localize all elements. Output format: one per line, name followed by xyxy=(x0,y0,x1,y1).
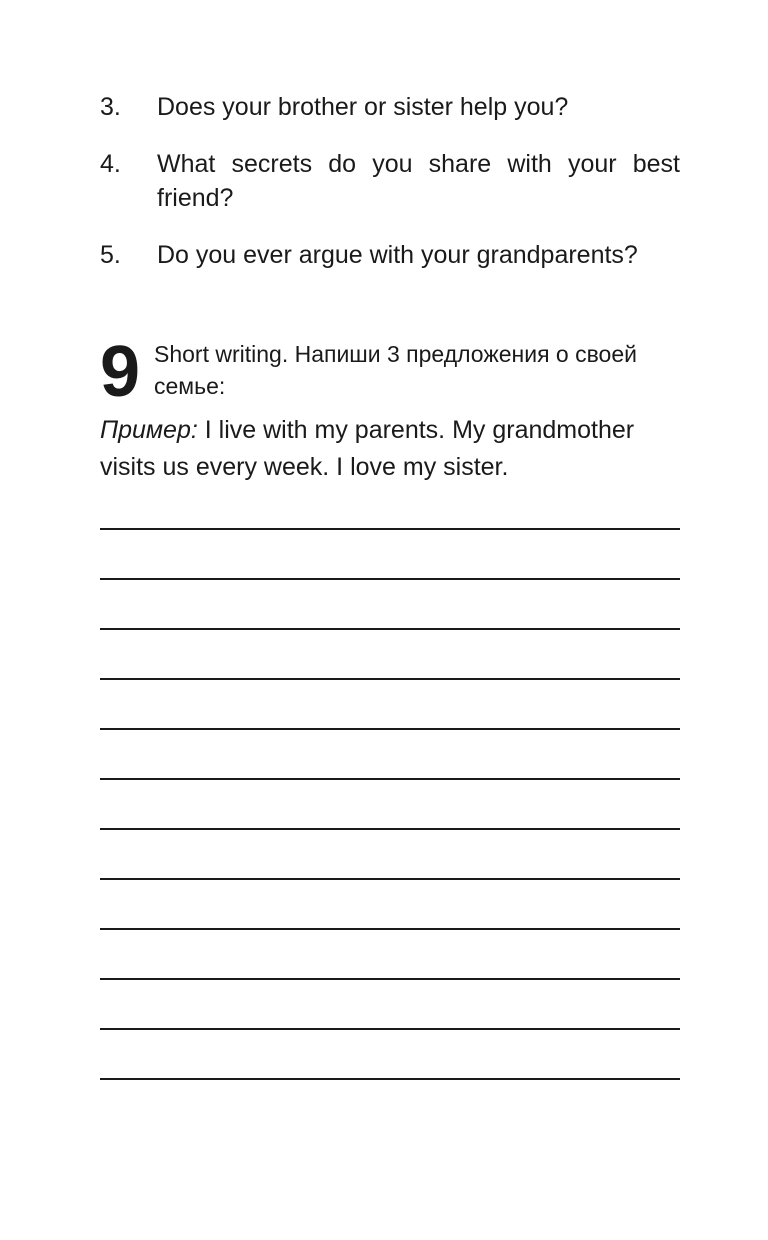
writing-line[interactable] xyxy=(100,530,680,580)
question-item xyxy=(100,147,680,215)
task-header xyxy=(100,332,680,412)
writing-line[interactable] xyxy=(100,1030,680,1080)
example-paragraph xyxy=(100,412,680,486)
task-number: 9 xyxy=(100,332,139,412)
writing-line[interactable] xyxy=(100,830,680,880)
writing-line[interactable] xyxy=(100,680,680,730)
question-text: What secrets do you share with your best friend? xyxy=(157,150,680,212)
question-number: 3. xyxy=(100,93,121,121)
writing-line[interactable] xyxy=(100,730,680,780)
question-text: Do you ever argue with your grandparents? xyxy=(157,241,638,269)
question-number: 5. xyxy=(100,241,121,269)
writing-line[interactable] xyxy=(100,630,680,680)
question-list xyxy=(100,90,680,295)
question-item xyxy=(100,90,680,124)
question-text: Does your brother or sister help you? xyxy=(157,93,569,121)
task-instruction: Short writing. Напиши 3 предложения о своей семье: xyxy=(154,341,637,399)
writing-line[interactable] xyxy=(100,780,680,830)
writing-line[interactable] xyxy=(100,980,680,1030)
writing-line[interactable] xyxy=(100,580,680,630)
task-section xyxy=(100,332,680,486)
writing-lines-area[interactable] xyxy=(100,528,680,1080)
writing-line[interactable] xyxy=(100,930,680,980)
writing-line[interactable] xyxy=(100,880,680,930)
question-item xyxy=(100,238,680,272)
question-number: 4. xyxy=(100,150,121,178)
example-text: I live with my parents. My grandmother visits us every week. I love my sister. xyxy=(100,416,635,481)
example-label: Пример: xyxy=(100,416,198,444)
